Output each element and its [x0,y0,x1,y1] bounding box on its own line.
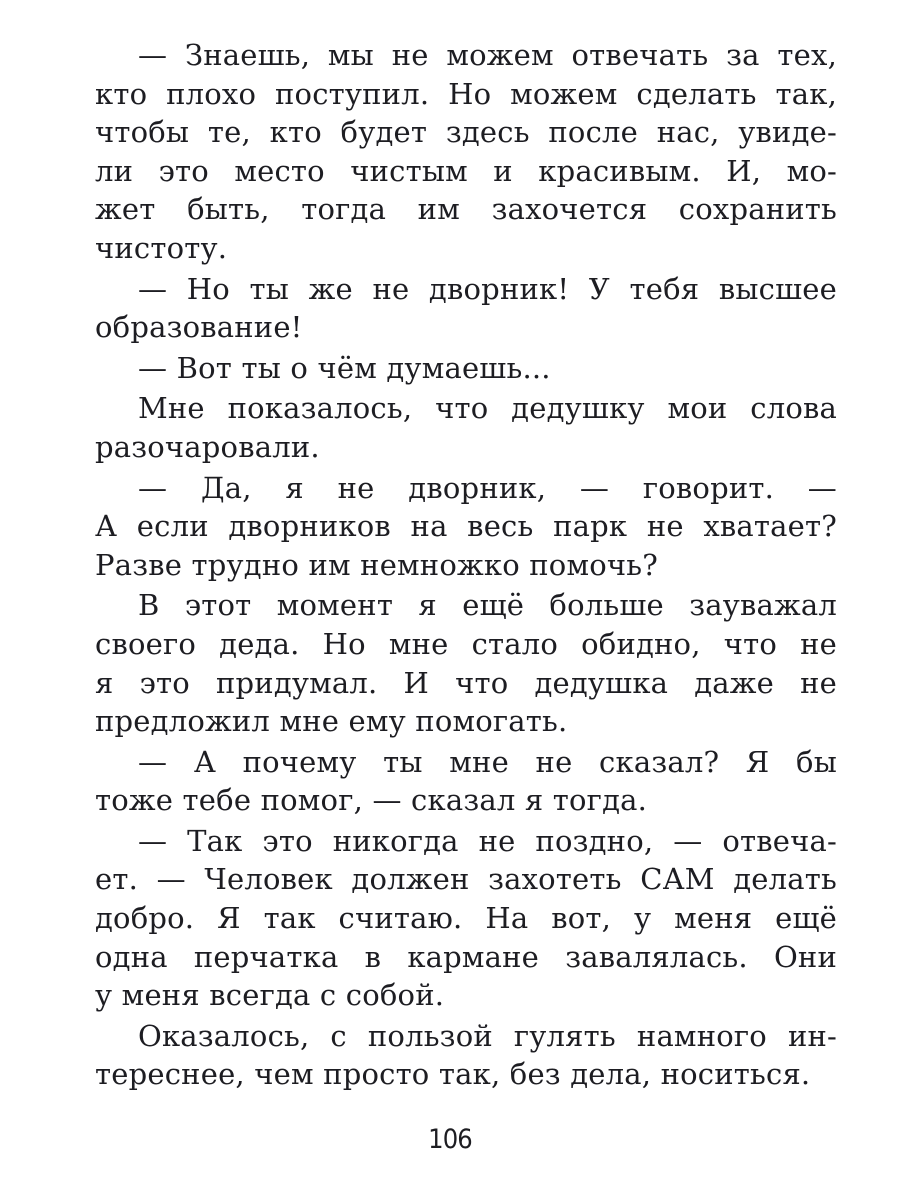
paragraph [95,349,837,388]
text-line: одна перчатка в кармане завалялась. Они [95,939,837,974]
text-line: Мне показалось, что дедушку мои слова [138,391,837,426]
text-line: — Но ты же не дворник! У тебя высшее [138,271,837,306]
text-line: А если дворников на весь парк не хватает? [95,509,837,544]
text-line: Разве трудно им немножко помочь? [95,547,658,582]
text-line: — Знаешь, мы не можем отвечать за тех, [138,38,837,72]
paragraph [95,270,837,347]
paragraph [95,586,837,740]
text-line: ет. — Человек должен захотеть САМ делать [95,862,837,897]
text-line: тереснее, чем просто так, без дела, носиться. [95,1057,811,1092]
text-line: Оказалось, с пользой гулять намного ин- [138,1018,837,1053]
text-line: — Вот ты о чём думаешь... [138,350,551,385]
text-line: у меня всегда с собой. [95,978,445,1013]
text-line: ли это место чистым и красивым. И, мо- [95,153,837,188]
page-number: 106 [428,1124,472,1155]
paragraph [95,389,837,466]
text-line: кто плохо поступил. Но можем сделать так, [95,76,837,111]
text-line: разочаровали. [95,429,320,464]
book-page-text [95,36,837,1126]
text-line: тоже тебе помог, — сказал я тогда. [95,783,648,818]
text-line: чистоту. [95,230,228,265]
text-line: — А почему ты мне не сказал? Я бы [138,744,837,779]
text-line: предложил мне ему помогать. [95,704,568,739]
paragraph [95,743,837,820]
paragraph [95,1017,837,1094]
text-line: — Да, я не дворник, — говорит. — [138,470,837,505]
text-line: своего деда. Но мне стало обидно, что не [95,626,837,661]
paragraph [95,469,837,585]
text-line: добро. Я так считаю. На вот, у меня ещё [95,901,837,936]
text-line: я это придумал. И что дедушка даже не [95,665,837,700]
text-line: чтобы те, кто будет здесь после нас, увиде- [95,115,837,150]
paragraph [95,822,837,1015]
paragraph [95,36,837,268]
text-line: — Так это никогда не поздно, — отвеча- [138,823,837,858]
text-line: жет быть, тогда им захочется сохранить [95,192,837,227]
text-line: образование! [95,310,303,345]
text-line: В этот момент я ещё больше зауважал [138,588,837,623]
